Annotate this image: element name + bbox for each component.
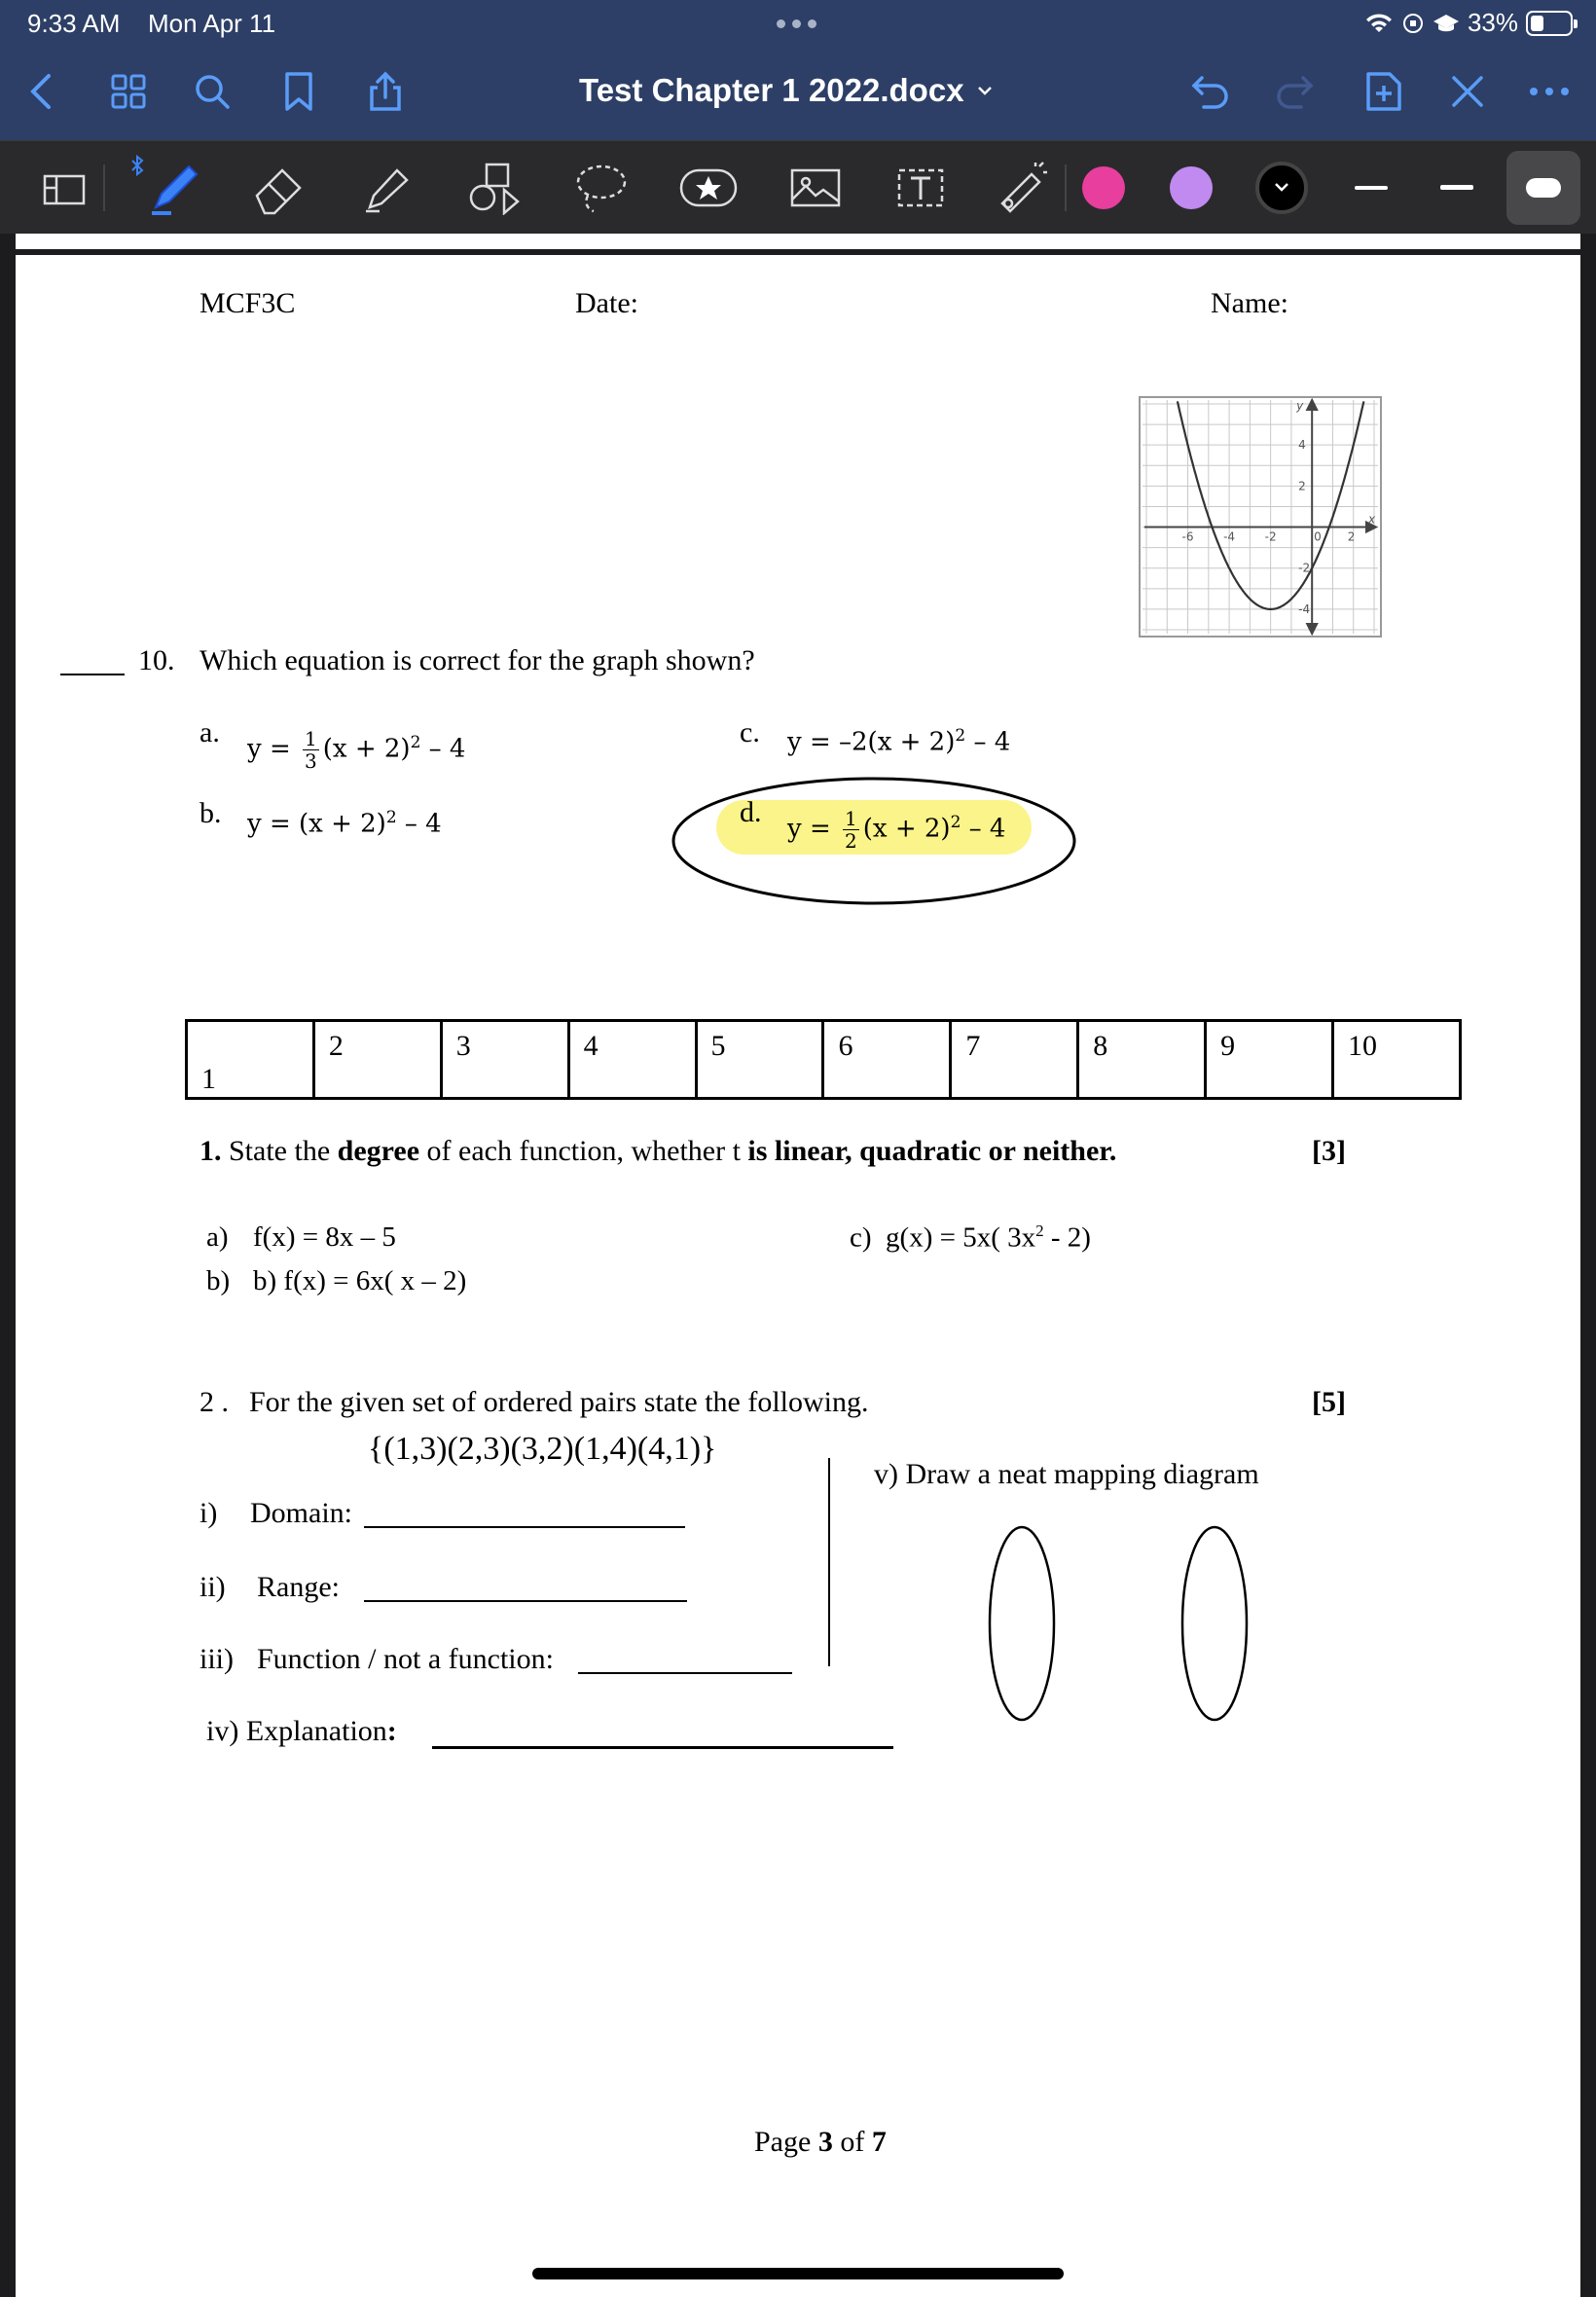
home-indicator[interactable] — [532, 2268, 1064, 2279]
q2-marks: [5] — [1312, 1386, 1346, 1418]
annotation-toolbar — [0, 140, 1596, 234]
option-a[interactable] — [200, 716, 220, 749]
score-cell[interactable]: 8 — [1078, 1021, 1206, 1099]
status-bar — [0, 0, 1596, 47]
score-cell[interactable]: 1 — [187, 1021, 314, 1099]
q10-number: 10. — [138, 644, 175, 676]
elements-icon[interactable] — [677, 159, 740, 217]
q2-mapping-prompt: v) Draw a neat mapping diagram — [874, 1458, 1259, 1490]
multitasking-dots[interactable] — [777, 19, 816, 28]
bookmark-icon[interactable] — [275, 68, 322, 115]
redo-icon[interactable] — [1271, 68, 1318, 115]
thumbnails-icon[interactable] — [105, 68, 152, 115]
q2-prompt: For the given set of ordered pairs state the following. — [249, 1386, 869, 1418]
option-d-equation: y = $\frac{1}{2}$ $(x + 2)^2 - 4$ — [787, 807, 1006, 853]
q1b-label: b) — [206, 1265, 231, 1296]
laser-pointer-icon[interactable] — [991, 159, 1053, 217]
score-cell[interactable]: 6 — [823, 1021, 951, 1099]
chevron-down-icon — [976, 85, 994, 96]
status-time: 9:33 AM — [27, 9, 121, 38]
option-b-equation: $y = (x + 2)^2 - 4$ — [247, 808, 442, 839]
highlighter-icon[interactable] — [354, 159, 417, 217]
score-table — [185, 1019, 1462, 1100]
color-swatch-lavender[interactable] — [1170, 166, 1213, 209]
q2-function-text: Function / not a function: — [257, 1643, 554, 1675]
navigation-bar — [0, 47, 1596, 140]
orientation-lock-icon — [1401, 12, 1425, 35]
score-cell[interactable]: 5 — [696, 1021, 823, 1099]
q2-function-label: iii) — [200, 1643, 234, 1675]
eraser-icon[interactable] — [247, 159, 309, 217]
range-blank[interactable] — [364, 1600, 687, 1602]
option-c-equation: $y = -2(x + 2)^2 - 4$ — [787, 726, 1011, 757]
option-d[interactable] — [740, 796, 762, 829]
option-c[interactable] — [740, 716, 760, 749]
x-axis-label: x — [1368, 512, 1376, 527]
shapes-icon[interactable] — [463, 159, 526, 217]
score-cell[interactable]: 2 — [313, 1021, 441, 1099]
y-tick-label: 4 — [1298, 438, 1306, 453]
date-label: Date: — [575, 287, 638, 319]
mapping-ovals[interactable] — [987, 1522, 1259, 1727]
stroke-width-thin[interactable] — [1355, 186, 1388, 190]
q2-domain-label: i) — [200, 1497, 218, 1529]
stroke-width-thick-selected[interactable] — [1506, 151, 1580, 225]
more-icon[interactable] — [1526, 68, 1573, 115]
x-tick-label: -4 — [1223, 529, 1236, 544]
y-axis-label: y — [1296, 399, 1304, 413]
q1a-label: a) — [206, 1221, 229, 1253]
answer-blank-10[interactable] — [60, 674, 125, 675]
pen-icon[interactable] — [144, 159, 206, 217]
x-tick-label: -6 — [1181, 529, 1194, 544]
share-icon[interactable] — [362, 68, 409, 115]
x-tick-label: -2 — [1264, 529, 1277, 544]
wifi-icon — [1364, 12, 1394, 35]
q2-domain-text: Domain: — [250, 1497, 352, 1529]
chevron-down-icon — [1273, 181, 1290, 193]
read-mode-icon[interactable] — [33, 159, 95, 217]
status-date: Mon Apr 11 — [148, 9, 276, 38]
undo-icon[interactable] — [1187, 68, 1234, 115]
divider-line — [828, 1458, 830, 1666]
add-page-icon[interactable] — [1360, 68, 1407, 115]
q1b-text: b) f(x) = 6x( x – 2) — [253, 1265, 467, 1296]
range-oval[interactable] — [1182, 1527, 1247, 1720]
q1-prompt: 1. State the degree of each function, whether t is linear, quadratic or neither. — [200, 1135, 1117, 1167]
q2-number: 2 . — [200, 1386, 229, 1418]
ordered-pairs-set: {(1,3)(2,3)(3,2)(1,4)(4,1)} — [368, 1431, 717, 1467]
y-tick-label: 2 — [1298, 479, 1306, 493]
score-cell[interactable]: 7 — [951, 1021, 1078, 1099]
x-tick-label: 0 — [1314, 529, 1322, 544]
score-cell[interactable]: 4 — [568, 1021, 696, 1099]
q2-range-text: Range: — [257, 1571, 340, 1603]
page-footer: Page 3 of 7 — [754, 2126, 887, 2158]
document-page[interactable] — [16, 255, 1580, 2297]
domain-blank[interactable] — [364, 1526, 685, 1528]
battery-icon — [1526, 11, 1573, 36]
close-icon[interactable] — [1444, 68, 1491, 115]
option-d-letter: d. — [740, 796, 762, 828]
q1c: c) g(x) = 5x( $3x^2 - 2$) — [850, 1221, 1091, 1254]
course-code: MCF3C — [200, 287, 296, 319]
score-cell[interactable]: 9 — [1206, 1021, 1333, 1099]
option-c-letter: c. — [740, 716, 760, 748]
q2-range-label: ii) — [200, 1571, 226, 1603]
back-icon[interactable] — [18, 68, 64, 115]
option-a-equation: y = $\frac{1}{3}$ $(x + 2)^2 - 4$ — [247, 727, 466, 773]
lasso-icon[interactable] — [570, 159, 633, 217]
domain-oval[interactable] — [990, 1527, 1054, 1720]
name-label: Name: — [1211, 287, 1288, 319]
battery-percent: 33% — [1467, 8, 1518, 37]
option-b[interactable] — [200, 797, 222, 830]
image-icon[interactable] — [784, 159, 847, 217]
x-tick-label: 2 — [1347, 529, 1356, 544]
stroke-width-medium[interactable] — [1440, 185, 1473, 190]
option-a-letter: a. — [200, 716, 220, 748]
education-cap-icon — [1433, 12, 1460, 35]
color-swatch-black-selected[interactable] — [1255, 162, 1308, 214]
previous-page-edge — [16, 234, 1580, 249]
q2-explanation: iv) Explanation: — [206, 1715, 397, 1747]
y-tick-label: -4 — [1298, 602, 1311, 616]
color-swatch-pink[interactable] — [1082, 166, 1125, 209]
option-b-letter: b. — [200, 797, 222, 829]
explanation-blank[interactable] — [432, 1746, 893, 1749]
document-title: Test Chapter 1 2022.docx — [579, 72, 964, 108]
score-cell[interactable]: 10 — [1333, 1021, 1461, 1099]
bluetooth-icon — [130, 155, 144, 176]
q10-question: Which equation is correct for the graph shown? — [200, 644, 755, 676]
parabola-graph — [1139, 396, 1382, 638]
document-title-menu[interactable] — [579, 72, 994, 109]
q1a-text: f(x) = 8x – 5 — [253, 1221, 396, 1253]
search-icon[interactable] — [189, 68, 236, 115]
score-cell[interactable]: 3 — [441, 1021, 568, 1099]
y-tick-label: -2 — [1298, 561, 1311, 575]
text-icon[interactable] — [889, 159, 952, 217]
q1-marks: [3] — [1312, 1135, 1346, 1167]
status-right — [1364, 8, 1573, 38]
function-blank[interactable] — [578, 1672, 792, 1674]
